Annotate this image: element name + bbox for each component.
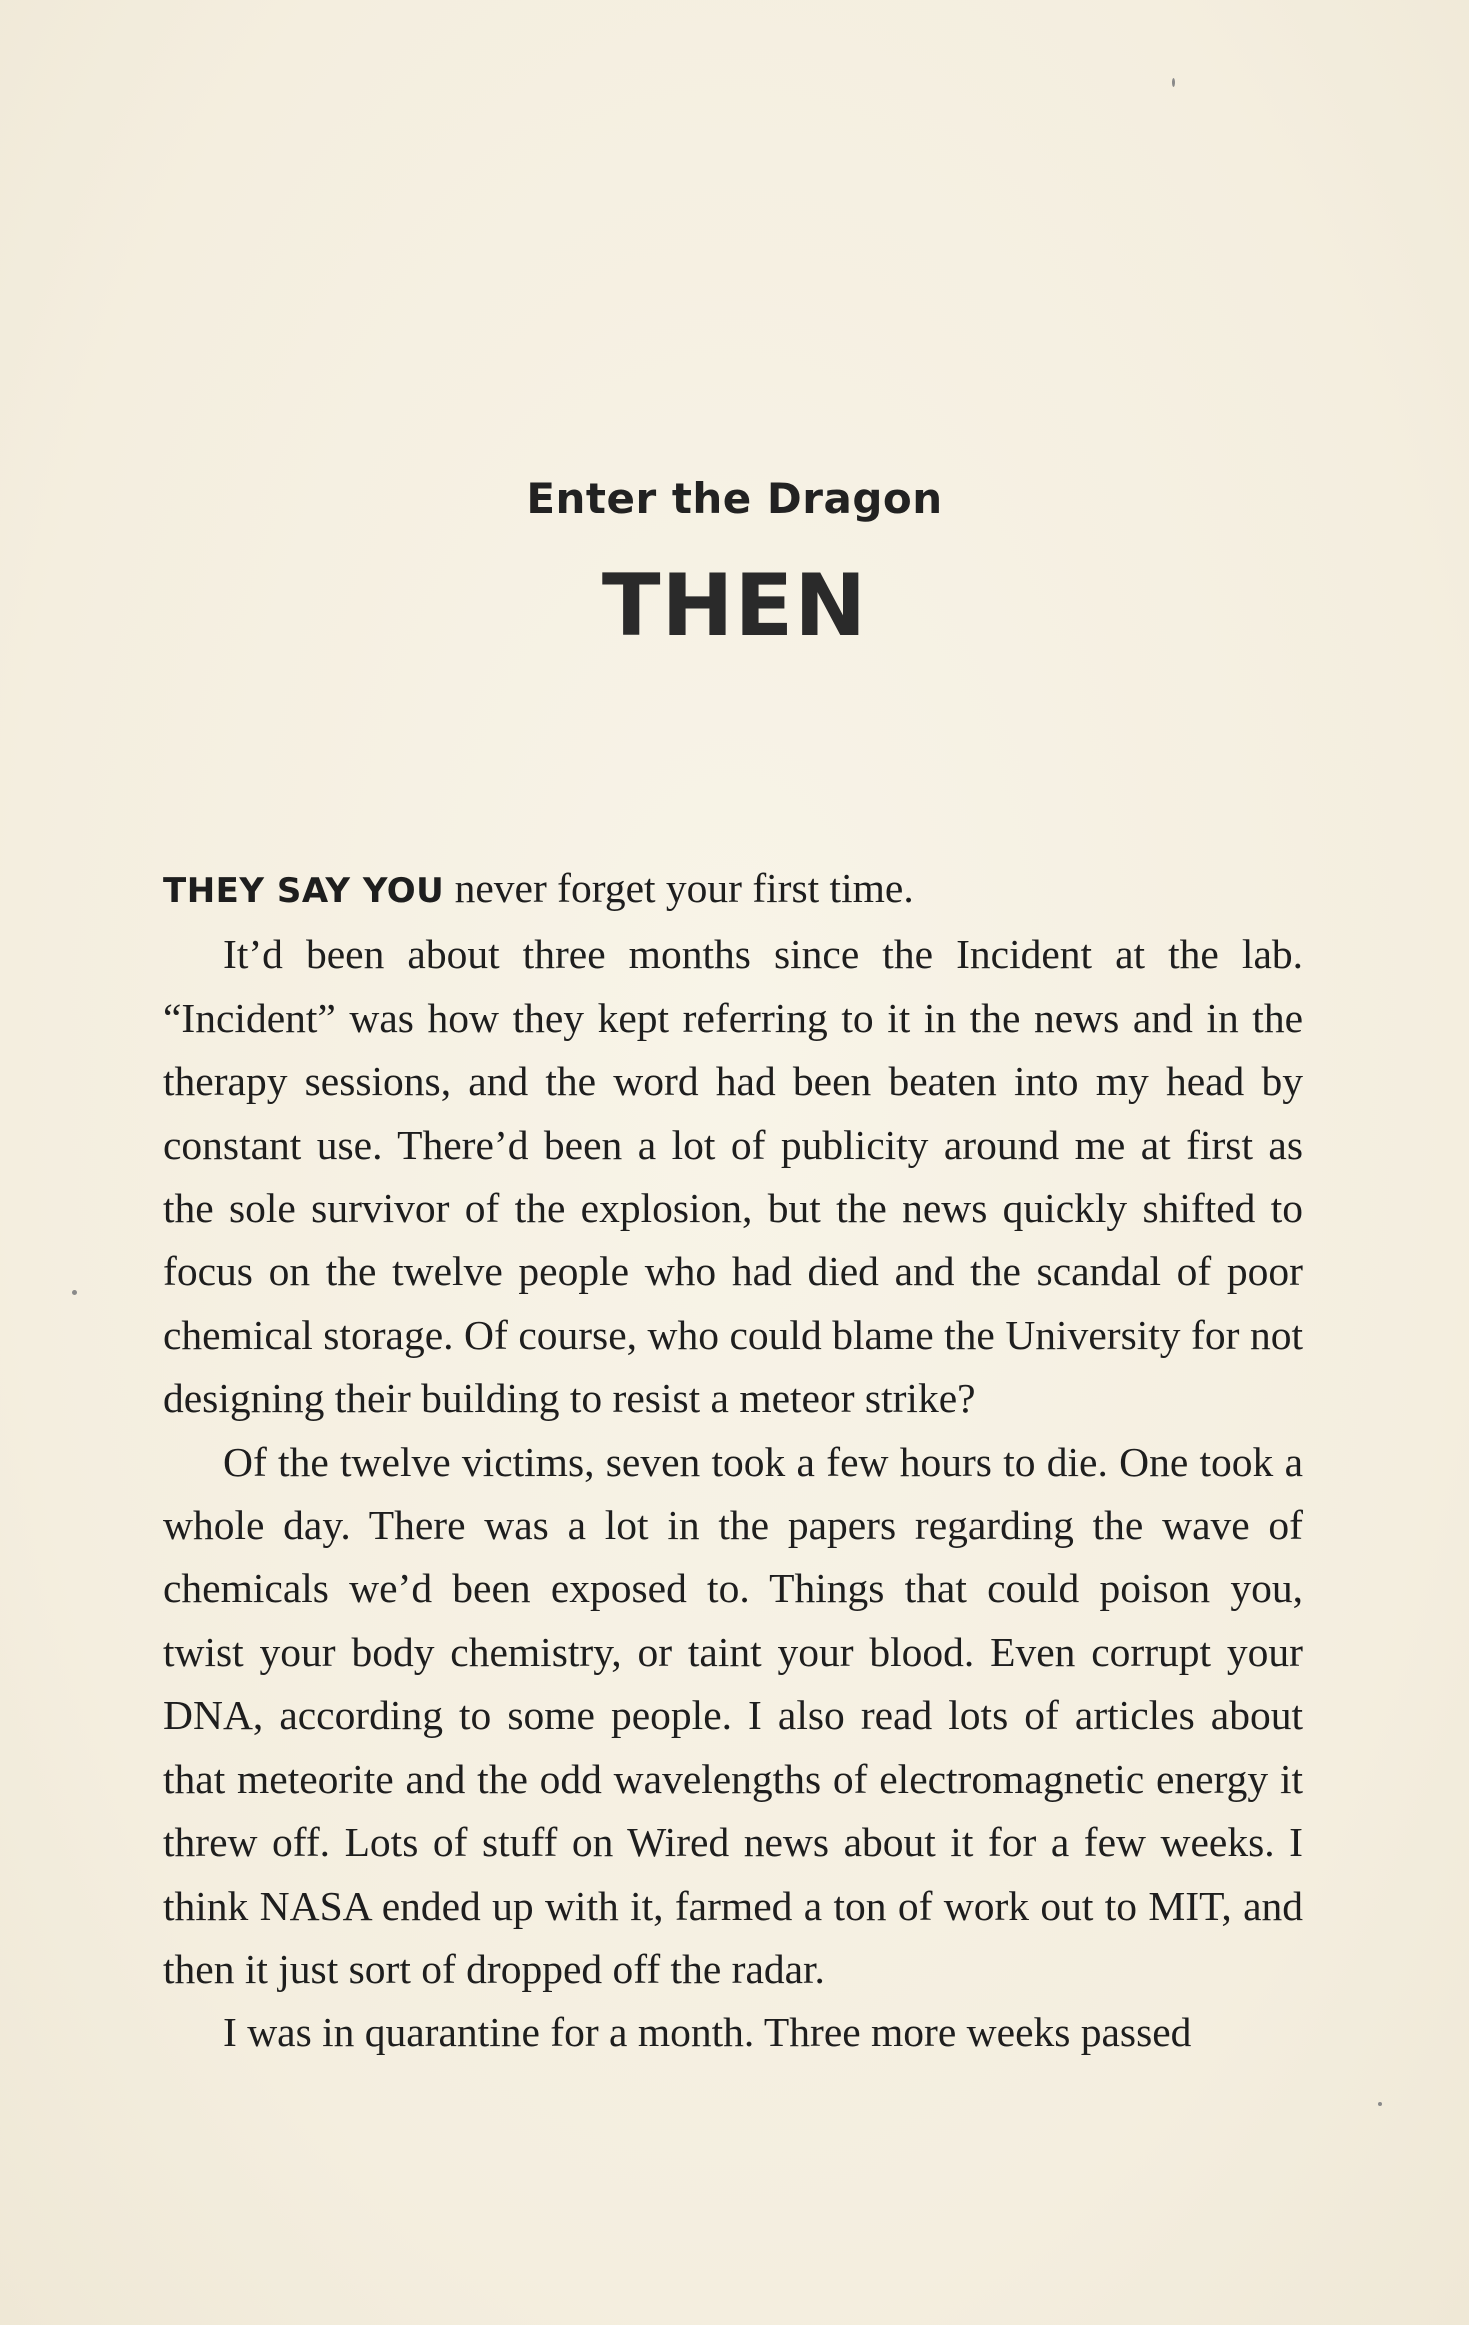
lead-in-small-caps: THEY SAY YOU bbox=[163, 871, 445, 911]
print-speck bbox=[1378, 2102, 1382, 2106]
print-speck bbox=[1172, 78, 1175, 87]
paragraph-3: Of the twelve victims, seven took a few hours to die. One took a whole day. There was a lot in the papers regarding the wave of chemicals we’d been exposed to. Things that could poison you, twist your body chemistry, or taint your blood. Even corrupt your DNA, according to some people. I also read lots of articles about that meteorite and the odd wavelengths of electromagnetic energy it threw off. Lots of stuff on Wired news about it for a few weeks. I think NASA ended up with it, farmed a ton of work out to MIT, and then it just sort of dropped off the radar. bbox=[163, 1438, 1303, 1992]
chapter-title: Enter the Dragon bbox=[526, 474, 943, 523]
section-title: THEN bbox=[601, 556, 868, 656]
body-text bbox=[163, 857, 1303, 2065]
paragraph-2: It’d been about three months since the Incident at the lab. “Incident” was how they kept referring to it in the news and in the therapy sessions, and the word had been beaten into my head by constant use. There’d been a lot of publicity around me at first as the sole survivor of the explosion, but the news quickly shifted to focus on the twelve people who had died and the scandal of poor chemical storage. Of course, who could blame the University for not designing their building to resist a meteor strike? bbox=[163, 931, 1303, 1422]
print-speck bbox=[72, 1290, 77, 1295]
paragraph-4: I was in quarantine for a month. Three more weeks passed bbox=[223, 2009, 1192, 2056]
paragraph-1-text: never forget your first time. bbox=[444, 865, 914, 911]
paragraph-1 bbox=[163, 857, 1303, 923]
